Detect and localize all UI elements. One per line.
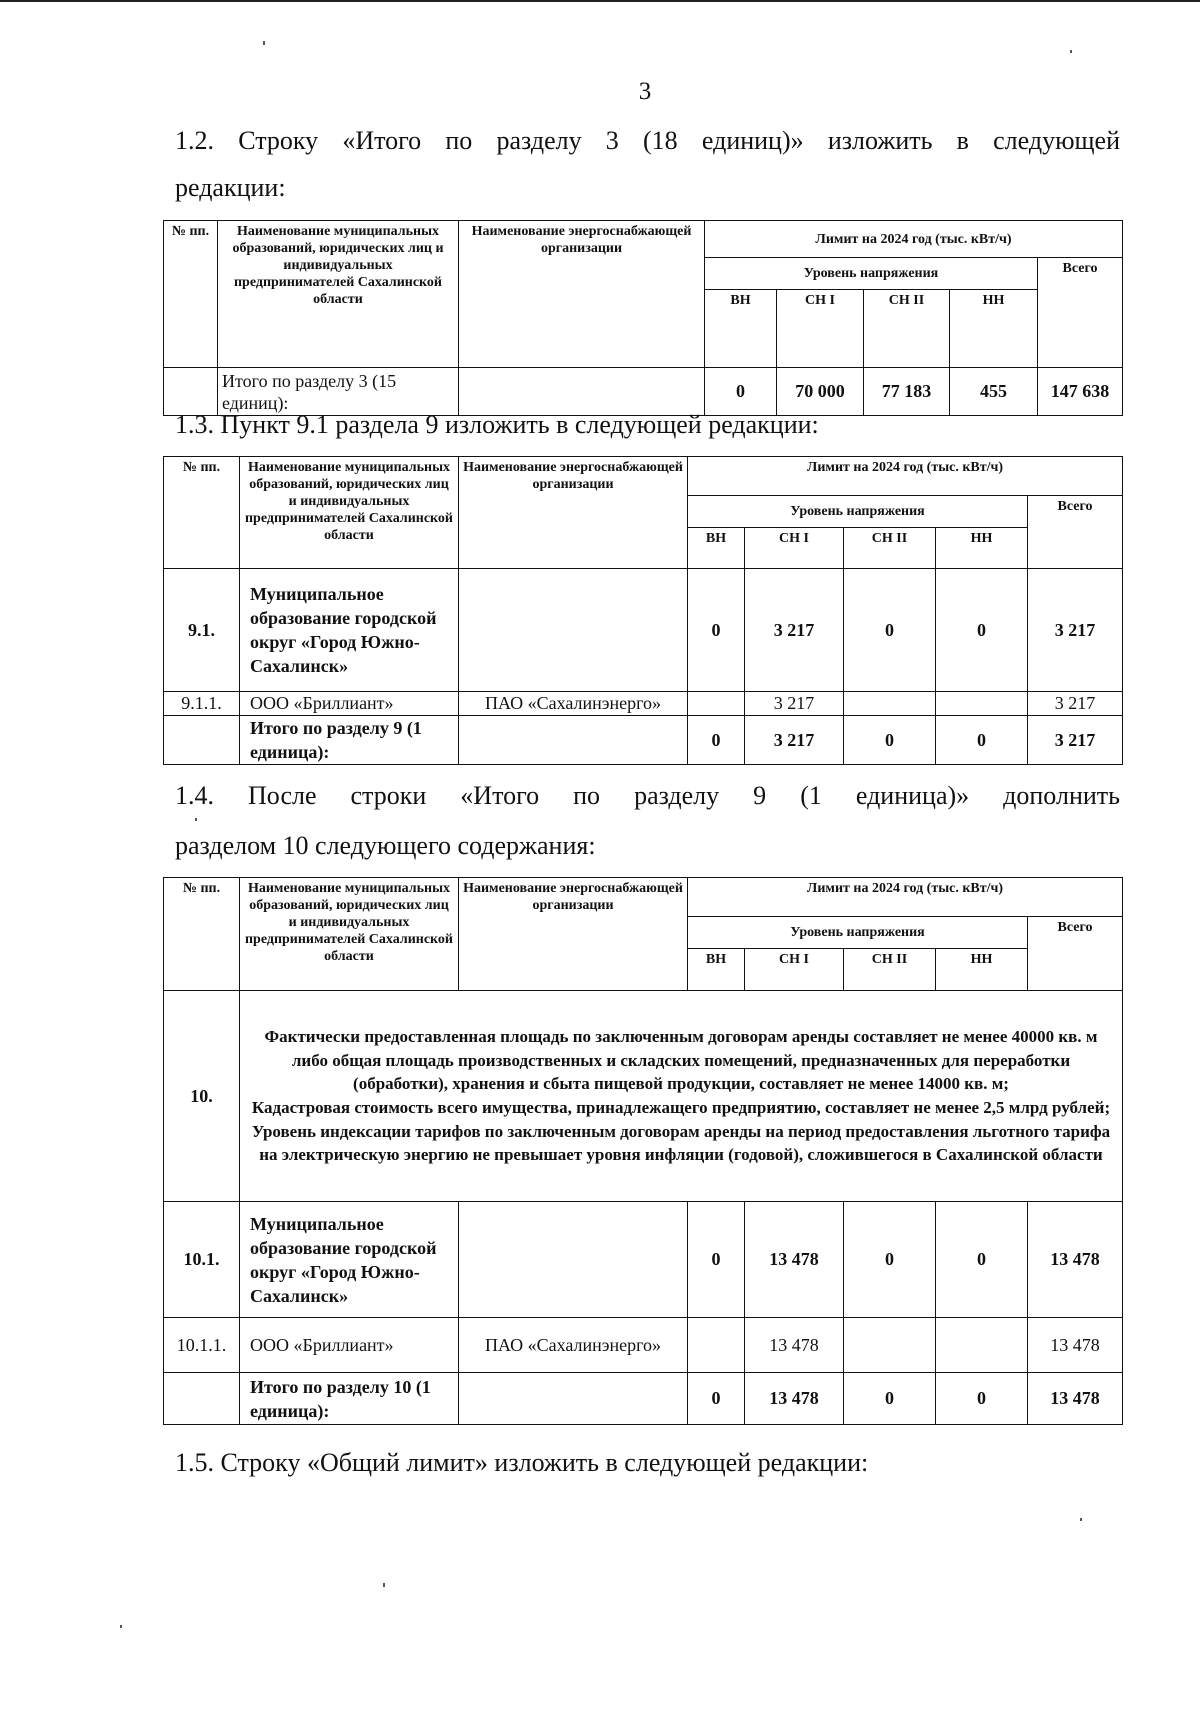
table-row <box>164 1202 1123 1318</box>
table-row <box>164 692 1123 716</box>
table-row <box>164 1373 1123 1425</box>
cell-name: Итого по разделу 10 (1 единица): <box>240 1373 459 1425</box>
header-name: Наименование муниципальных образований, юридических лиц и индивидуальных предпринимателей Сахалинской области <box>240 878 459 991</box>
cell-name: ООО «Бриллиант» <box>240 1318 459 1373</box>
cell-num: 10.1. <box>164 1202 240 1318</box>
cell-sn2: 0 <box>844 569 936 692</box>
section-row <box>164 991 1123 1202</box>
scan-top-edge <box>0 0 1200 2</box>
cell-sn2 <box>844 692 936 716</box>
cell-sn1: 70 000 <box>777 368 864 416</box>
header-org: Наименование энергоснабжающей организации <box>459 221 705 368</box>
cell-total: 13 478 <box>1028 1202 1123 1318</box>
paragraph-1-4: 1.4. После строки «Итого по разделу 9 (1 единица)» дополнить <box>175 781 1120 810</box>
cell-vn: 0 <box>688 1202 745 1318</box>
cell-sn1: 3 217 <box>745 692 844 716</box>
header-total: Всего <box>1028 917 1123 991</box>
table-row <box>164 569 1123 692</box>
cell-num: 9.1. <box>164 569 240 692</box>
cell-nn: 0 <box>936 569 1028 692</box>
header-total: Всего <box>1028 496 1123 569</box>
cell-nn <box>936 692 1028 716</box>
cell-sn2: 0 <box>844 1202 936 1318</box>
header-name: Наименование муниципальных образований, юридических лиц и индивидуальных предпринимателей Сахалинской области <box>218 221 459 368</box>
cell-org: ПАО «Сахалинэнерго» <box>459 1318 688 1373</box>
cell-sn1: 3 217 <box>745 569 844 692</box>
header-voltage-level: Уровень напряжения <box>688 496 1028 528</box>
header-number: № пп. <box>164 457 240 569</box>
cell-num: 10. <box>164 991 240 1202</box>
header-limit: Лимит на 2024 год (тыс. кВт/ч) <box>688 878 1123 917</box>
cell-nn <box>936 1318 1028 1373</box>
header-vn: ВН <box>688 528 745 569</box>
table-row <box>164 368 1123 416</box>
cell-name: ООО «Бриллиант» <box>240 692 459 716</box>
cell-name: Муниципальное образование городской округ «Город Южно-Сахалинск» <box>240 1202 459 1318</box>
condition-area: Фактически предоставленная площадь по заключенным договорам аренды составляет не менее 40000 кв. м либо общая площадь производственных и складских помещений, предназначенных для переработки (обработки), хранения и сбыта пищевой продукции, составляет не менее 14000 кв. м; <box>264 1027 1098 1094</box>
cell-sn2: 0 <box>844 716 936 765</box>
header-limit: Лимит на 2024 год (тыс. кВт/ч) <box>705 221 1123 258</box>
cell-vn: 0 <box>688 716 745 765</box>
cell-nn: 0 <box>936 716 1028 765</box>
cell-org <box>459 1373 688 1425</box>
cell-nn: 455 <box>950 368 1038 416</box>
cell-sn2: 77 183 <box>864 368 950 416</box>
table-row <box>164 716 1123 765</box>
cell-sn1: 3 217 <box>745 716 844 765</box>
cell-total: 3 217 <box>1028 716 1123 765</box>
cell-sn1: 13 478 <box>745 1202 844 1318</box>
cell-total: 147 638 <box>1038 368 1123 416</box>
cell-sn2 <box>844 1318 936 1373</box>
paragraph-1-2: 1.2. Строку «Итого по разделу 3 (18 единиц)» изложить в следующей <box>175 126 1120 155</box>
header-org: Наименование энергоснабжающей организации <box>459 878 688 991</box>
header-org: Наименование энергоснабжающей организации <box>459 457 688 569</box>
header-sn2: СН II <box>864 290 950 368</box>
cell-vn: 0 <box>688 569 745 692</box>
cell-total: 3 217 <box>1028 692 1123 716</box>
cell-vn <box>688 1318 745 1373</box>
paragraph-1-2-continuation: редакции: <box>175 173 286 202</box>
cell-org <box>459 569 688 692</box>
cell-num <box>164 1373 240 1425</box>
header-voltage-level: Уровень напряжения <box>688 917 1028 949</box>
cell-num: 10.1.1. <box>164 1318 240 1373</box>
cell-vn <box>688 692 745 716</box>
cell-vn: 0 <box>688 1373 745 1425</box>
scan-speck <box>195 818 197 821</box>
table-section-9 <box>163 456 1123 765</box>
header-number: № пп. <box>164 878 240 991</box>
header-voltage-level: Уровень напряжения <box>705 258 1038 290</box>
header-total: Всего <box>1038 258 1123 368</box>
cell-num <box>164 368 218 416</box>
cell-sn1: 13 478 <box>745 1318 844 1373</box>
cell-nn: 0 <box>936 1373 1028 1425</box>
header-sn2: СН II <box>844 528 936 569</box>
cell-name: Итого по разделу 3 (15 единиц): <box>218 368 459 416</box>
scan-speck <box>1080 1518 1082 1521</box>
cell-org <box>459 368 705 416</box>
header-sn2: СН II <box>844 949 936 991</box>
header-limit: Лимит на 2024 год (тыс. кВт/ч) <box>688 457 1123 496</box>
scan-speck <box>383 1583 385 1587</box>
header-vn: ВН <box>688 949 745 991</box>
cell-num: 9.1.1. <box>164 692 240 716</box>
cell-total: 13 478 <box>1028 1373 1123 1425</box>
cell-name: Итого по разделу 9 (1 единица): <box>240 716 459 765</box>
cell-total: 13 478 <box>1028 1318 1123 1373</box>
scan-speck <box>1070 50 1072 53</box>
header-vn: ВН <box>705 290 777 368</box>
section-conditions <box>240 991 1123 1202</box>
paragraph-1-5: 1.5. Строку «Общий лимит» изложить в следующей редакции: <box>175 1448 869 1477</box>
condition-cadastral-value: Кадастровая стоимость всего имущества, принадлежащего предприятию, составляет не менее 2,5 млрд рублей; <box>251 1098 1111 1117</box>
cell-org: ПАО «Сахалинэнерго» <box>459 692 688 716</box>
cell-vn: 0 <box>705 368 777 416</box>
scan-speck <box>263 41 265 45</box>
header-nn: НН <box>950 290 1038 368</box>
header-name: Наименование муниципальных образований, юридических лиц и индивидуальных предпринимателей Сахалинской области <box>240 457 459 569</box>
header-nn: НН <box>936 949 1028 991</box>
cell-name: Муниципальное образование городской округ «Город Южно-Сахалинск» <box>240 569 459 692</box>
header-sn1: СН I <box>745 528 844 569</box>
header-sn1: СН I <box>777 290 864 368</box>
scan-speck <box>120 1625 122 1628</box>
paragraph-1-4-continuation: разделом 10 следующего содержания: <box>175 831 596 860</box>
cell-total: 3 217 <box>1028 569 1123 692</box>
cell-sn2: 0 <box>844 1373 936 1425</box>
page-number: 3 <box>638 78 652 105</box>
cell-nn: 0 <box>936 1202 1028 1318</box>
table-row <box>164 1318 1123 1373</box>
cell-org <box>459 716 688 765</box>
cell-num <box>164 716 240 765</box>
header-number: № пп. <box>164 221 218 368</box>
header-sn1: СН I <box>745 949 844 991</box>
cell-sn1: 13 478 <box>745 1373 844 1425</box>
cell-org <box>459 1202 688 1318</box>
header-nn: НН <box>936 528 1028 569</box>
table-section-3-total <box>163 220 1123 416</box>
paragraph-1-3: 1.3. Пункт 9.1 раздела 9 изложить в следующей редакции: <box>175 410 819 439</box>
table-section-10 <box>163 877 1123 1425</box>
condition-tariff-indexation: Уровень индексации тарифов по заключенным договорам аренды на период предоставления льготного тарифа на электрическую энергию не превышает уровня инфляции (годовой), сложившегося в Сахалинской области <box>251 1121 1111 1165</box>
